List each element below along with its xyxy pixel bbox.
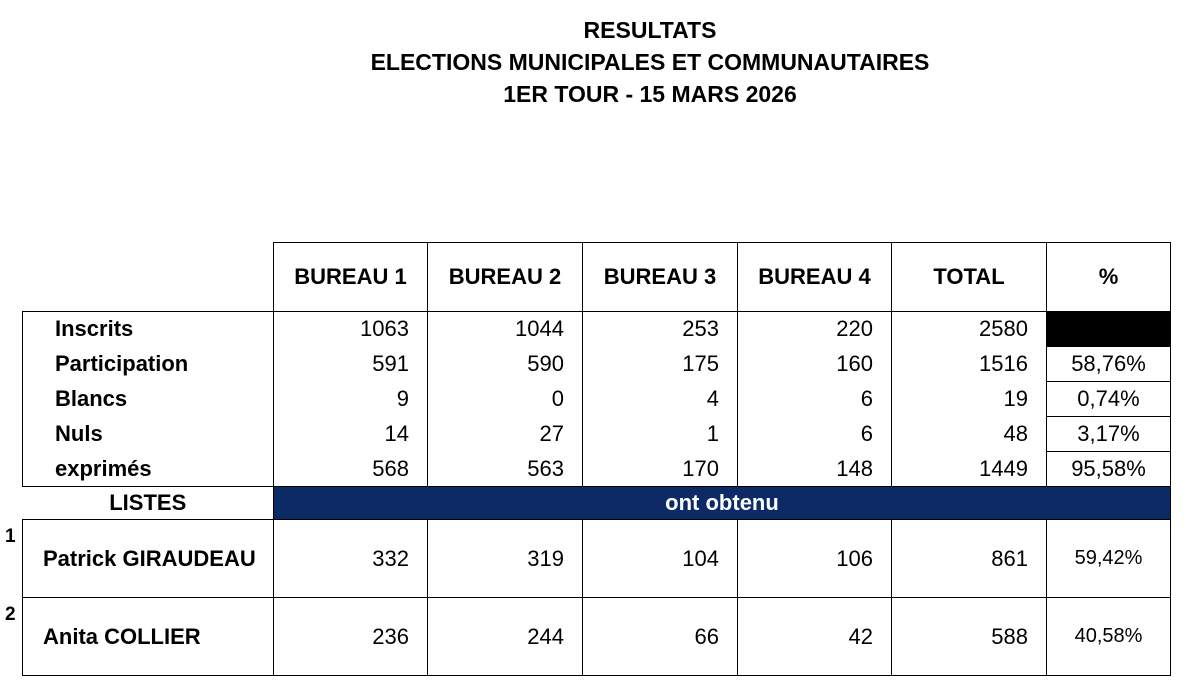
document-title (0, 14, 1200, 110)
cell-bureau-3: 66 (583, 598, 738, 676)
row-label: Blancs (23, 382, 274, 417)
ont-obtenu-banner: ont obtenu (274, 487, 1171, 520)
cell-percent-blacked (1047, 312, 1171, 347)
cell-bureau-3: 1 (583, 417, 738, 452)
cell-bureau-1: 236 (274, 598, 428, 676)
cell-bureau-2: 319 (428, 520, 583, 598)
cell-bureau-2: 590 (428, 347, 583, 382)
list-rank: 1 (5, 526, 16, 547)
table-row-participation (23, 347, 1171, 382)
cell-bureau-1: 1063 (274, 312, 428, 347)
row-label: Participation (23, 347, 274, 382)
title-line-2: ELECTIONS MUNICIPALES ET COMMUNAUTAIRES (370, 49, 930, 75)
table-row-nuls (23, 417, 1171, 452)
cell-bureau-1: 568 (274, 452, 428, 487)
cell-bureau-2: 0 (428, 382, 583, 417)
cell-bureau-1: 14 (274, 417, 428, 452)
candidate-name: Patrick GIRAUDEAU (43, 545, 256, 571)
cell-bureau-1: 9 (274, 382, 428, 417)
row-label: exprimés (23, 452, 274, 487)
cell-bureau-4: 6 (738, 417, 892, 452)
cell-percent: 59,42% (1047, 520, 1171, 598)
table-row-inscrits (23, 312, 1171, 347)
listes-header-row (23, 487, 1171, 520)
cell-bureau-2: 563 (428, 452, 583, 487)
title-line-1: RESULTATS (583, 17, 717, 43)
row-label: Inscrits (23, 312, 274, 347)
candidate-cell (5, 598, 274, 676)
header-bureau-3: BUREAU 3 (583, 243, 738, 312)
table-row-blancs (23, 382, 1171, 417)
header-percent: % (1047, 243, 1171, 312)
cell-bureau-1: 332 (274, 520, 428, 598)
cell-bureau-3: 4 (583, 382, 738, 417)
cell-bureau-2: 244 (428, 598, 583, 676)
cell-total: 48 (892, 417, 1047, 452)
cell-percent: 40,58% (1047, 598, 1171, 676)
cell-bureau-3: 104 (583, 520, 738, 598)
cell-total: 2580 (892, 312, 1047, 347)
cell-percent: 58,76% (1047, 347, 1171, 382)
header-row (23, 243, 1171, 312)
cell-total: 1516 (892, 347, 1047, 382)
header-bureau-4: BUREAU 4 (738, 243, 892, 312)
cell-bureau-4: 6 (738, 382, 892, 417)
table-row-list-1 (23, 520, 1171, 598)
cell-bureau-1: 591 (274, 347, 428, 382)
cell-bureau-2: 1044 (428, 312, 583, 347)
header-blank-cell (23, 243, 274, 312)
results-table (5, 242, 1171, 676)
cell-percent: 95,58% (1047, 452, 1171, 487)
cell-bureau-4: 42 (738, 598, 892, 676)
cell-total: 1449 (892, 452, 1047, 487)
header-total: TOTAL (892, 243, 1047, 312)
cell-bureau-4: 148 (738, 452, 892, 487)
list-rank: 2 (5, 604, 16, 625)
cell-total: 588 (892, 598, 1047, 676)
cell-bureau-4: 106 (738, 520, 892, 598)
cell-total: 19 (892, 382, 1047, 417)
header-bureau-2: BUREAU 2 (428, 243, 583, 312)
candidate-name: Anita COLLIER (43, 623, 201, 649)
cell-bureau-4: 220 (738, 312, 892, 347)
title-line-3: 1ER TOUR - 15 MARS 2026 (503, 81, 797, 107)
header-bureau-1: BUREAU 1 (274, 243, 428, 312)
cell-bureau-2: 27 (428, 417, 583, 452)
table-row-list-2 (23, 598, 1171, 676)
cell-bureau-3: 170 (583, 452, 738, 487)
listes-label: LISTES (23, 487, 274, 520)
cell-bureau-3: 175 (583, 347, 738, 382)
table-row-exprimes (23, 452, 1171, 487)
cell-bureau-4: 160 (738, 347, 892, 382)
candidate-cell (5, 520, 274, 598)
cell-bureau-3: 253 (583, 312, 738, 347)
row-label: Nuls (23, 417, 274, 452)
cell-percent: 0,74% (1047, 382, 1171, 417)
cell-percent: 3,17% (1047, 417, 1171, 452)
cell-total: 861 (892, 520, 1047, 598)
